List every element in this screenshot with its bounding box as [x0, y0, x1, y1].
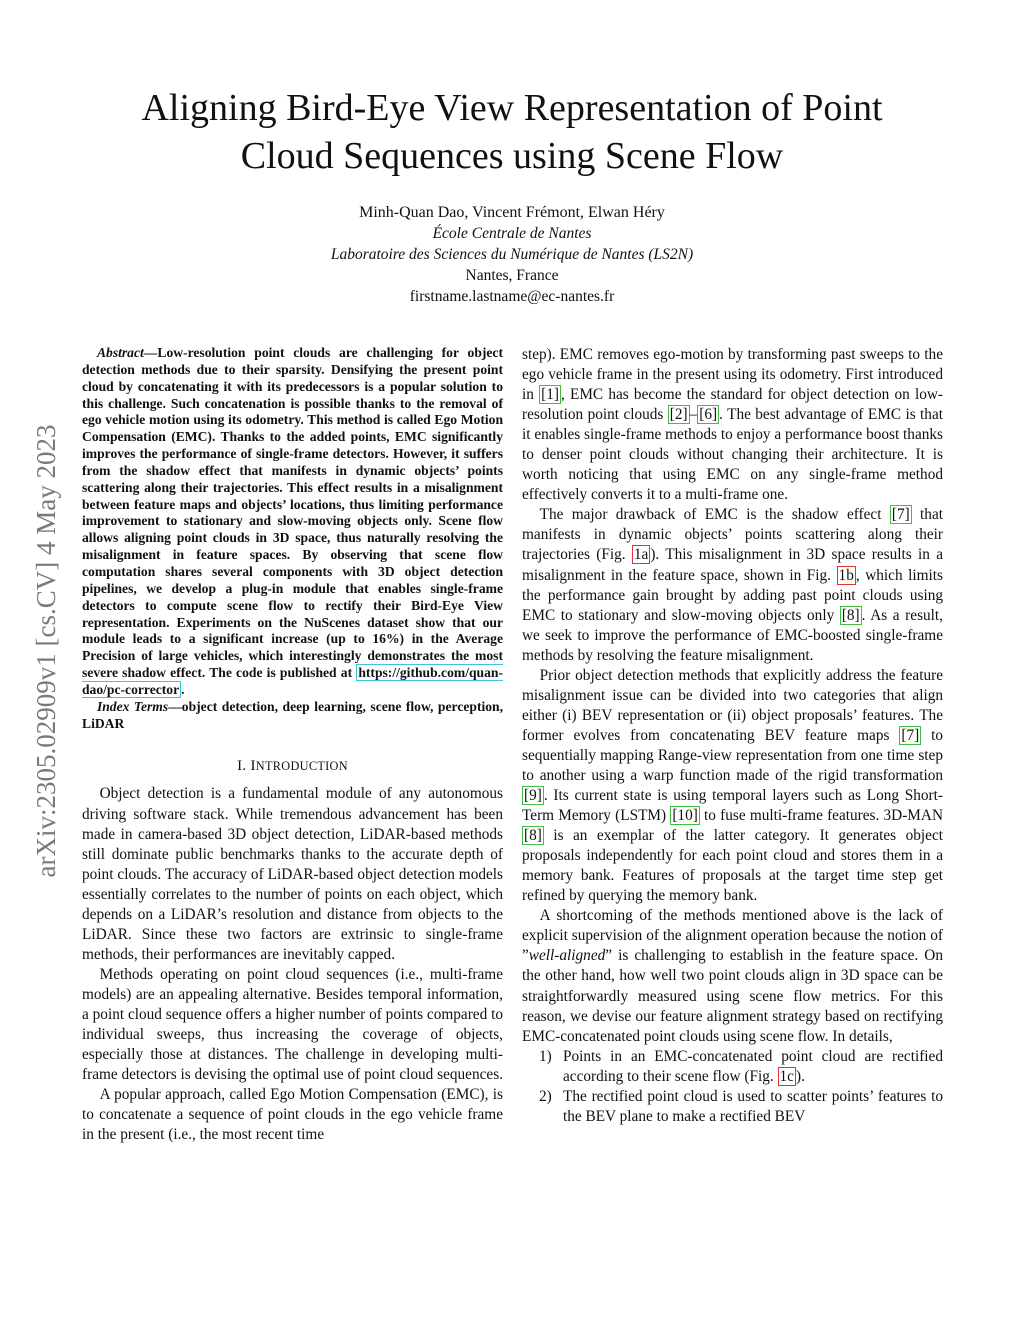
index-terms-label: Index Terms	[96, 698, 169, 714]
text-segment: Prior object detection methods that explicitly address the feature misalignment issue can be divided into two categories that align either (i) BEV representation or (ii) object proposals’ features. The former evolves from concatenating BEV feature maps	[522, 666, 943, 744]
section-heading-introduction	[82, 756, 503, 776]
section-numeral: I.	[237, 758, 251, 775]
section-title-rest: NTRODUCTION	[255, 759, 348, 774]
paper-title	[60, 84, 964, 180]
figure-ref-1b[interactable]: 1b	[838, 566, 854, 584]
abstract-dash: —	[143, 345, 158, 360]
author-email: firstname.lastname@ec-nantes.fr	[409, 288, 615, 305]
list-number: 1)	[539, 1047, 552, 1065]
abstract-text: Low-resolution point clouds are challenging for object detection methods due to their sparsity. Densifying the present point cloud by concatenating it with its predecessors is a popular solution to this challenge. Such concatenation is possible thanks to the removal of ego vehicle motion using its odometry. This method is called Ego Motion Compensation (EMC). Thanks to the added points, EMC significantly improves the performance of single-frame detectors. However, it suffers from the shadow effect that manifests in dynamic objects’ points scattering along their trajectories. This effect results in a misalignment between feature maps and objects’ locations, thus limiting performance improvement to stationary and slow-moving objects only. Scene flow allows aligning point clouds in 3D space, thus naturally resolving the misalignment in feature spaces. By observing that scene flow computation shares several components with 3D object detection pipelines, we develop a plug-in module that enables single-frame detectors to compute scene flow to rectify their Bird-Eye View representation. Experiments on the NuScenes dataset show that our module leads to a significant increase (up to 16%) in the Average Precision of large vehicles, which interestingly demonstrates the most severe shadow effect. The code is published at	[82, 345, 503, 681]
right-paragraph-4	[522, 906, 943, 1046]
intro-paragraph-2: Methods operating on point cloud sequences (i.e., multi-frame models) are an appealing alternative. Besides temporal information, a point cloud sequence offers a higher number of points compared to individual sweeps, thus increasing the coverage of objects, especially those at distances. The challenge in developing multi-frame detectors is devising the optimal use of point cloud sequences.	[82, 965, 503, 1084]
citation-10[interactable]: [10]	[672, 807, 698, 825]
abstract	[82, 345, 503, 699]
text-segment: A shortcoming of the methods mentioned above is the lack of explicit supervision of the alignment operation because the notion of ”	[522, 907, 943, 965]
author-school: École Centrale de Nantes	[432, 225, 592, 242]
figure-ref-1c[interactable]: 1c	[779, 1067, 794, 1085]
text-segment: . As a result, we seek to improve the performance of EMC-boosted single-frame methods by resolving the feature misalignment.	[522, 606, 943, 664]
text-segment: ). This misalignment in 3D space results in a misalignment in the feature space, shown in Fig.	[522, 546, 943, 584]
text-segment: Points in an EMC-concatenated point cloud are rectified according to their scene flow (Fig.	[563, 1047, 943, 1085]
right-paragraph-1	[522, 345, 943, 505]
list-item	[522, 1087, 943, 1127]
index-terms	[82, 699, 503, 733]
right-paragraph-2	[522, 505, 943, 665]
text-segment: ).	[795, 1067, 805, 1085]
intro-paragraph-1: Object detection is a fundamental module of any autonomous driving software stack. While tremendous advancement has been made in camera-based 3D object detection, LiDAR-based methods still dominate public benchmarks thanks to the accurate depth of point clouds. The accuracy of LiDAR-based object detection models essentially correlates to the number of points on each object, which depends on a LiDAR’s resolution and distance from objects to the LiDAR. Since these two factors are extrinsic to single-frame methods, their performances are inevitably capped.	[82, 785, 503, 963]
abstract-end: .	[181, 681, 185, 697]
right-paragraph-3	[522, 666, 943, 907]
intro-paragraph-3: A popular approach, called Ego Motion Compensation (EMC), is to concatenate a sequence of point clouds in the ego vehicle frame in the present (i.e., the most recent time	[82, 1086, 503, 1144]
author-lab: Laboratoire des Sciences du Numérique de Nantes (LS2N)	[330, 246, 694, 263]
text-segment: that manifests in dynamic objects’ points scattering along their trajectories (Fig.	[522, 506, 943, 564]
citation-7[interactable]: [7]	[891, 506, 910, 524]
text-segment: step). EMC removes ego-motion by transforming past sweeps to the ego vehicle frame in the present using its odometry. First introduced in	[522, 346, 943, 404]
section-first-letter: I	[250, 758, 256, 775]
contribution-list	[522, 1047, 943, 1127]
figure-ref-1a[interactable]: 1a	[633, 546, 649, 564]
text-segment: , EMC has become the standard for object detection on low-resolution point clouds	[522, 386, 943, 424]
text-segment: The rectified point cloud is used to scatter points’ features to the BEV plane to make a rectified BEV	[563, 1087, 943, 1125]
arxiv-identifier	[28, 348, 64, 954]
text-segment: The major drawback of EMC is the shadow effect	[539, 506, 890, 524]
citation-8-second[interactable]: [8]	[524, 827, 542, 845]
abstract-label: Abstract	[96, 345, 144, 360]
text-segment: is an exemplar of the latter category. It generates object proposals independently for each point cloud and stores them in a memory bank. Features of proposals at the target time step get refined by querying the memory bank.	[522, 827, 943, 905]
index-terms-text: —object detection, deep learning, scene flow, perception, LiDAR	[82, 698, 504, 731]
text-segment: to sequentially mapping Range-view representation from one time step to another using a warp function made of the rigid transformation	[522, 726, 943, 784]
citation-8[interactable]: [8]	[841, 606, 860, 624]
text-segment: . Its current state is using temporal layers such as Long Short-Term Memory (LSTM)	[522, 787, 943, 825]
paper-title-line-1: Aligning Bird-Eye View Representation of Point	[141, 87, 883, 129]
citation-7-second[interactable]: [7]	[901, 726, 920, 744]
citation-6[interactable]: [6]	[699, 406, 718, 424]
citation-2[interactable]: [2]	[669, 406, 688, 424]
text-segment: ” is challenging to establish in the feature space. On the other hand, how well two point clouds align in 3D space can be straightforwardly measured using scene flow metrics. For this reason, we devise our feature alignment strategy based on rectifying EMC-concatenated point clouds using scene flow. In details,	[522, 947, 943, 1045]
author-location: Nantes, France	[465, 267, 559, 284]
right-column	[522, 345, 943, 1127]
paper-title-line-2: Cloud Sequences using Scene Flow	[240, 135, 784, 177]
author-block	[180, 202, 844, 307]
text-segment: . The best advantage of EMC is that it enables single-frame methods to enjoy a performance boost thanks to denser point clouds without changing their architecture. It is worth noticing that using EMC on any single-frame method effectively converts it to a multi-frame one.	[522, 406, 943, 504]
author-names: Minh-Quan Dao, Vincent Frémont, Elwan Héry	[359, 204, 665, 221]
text-segment: –	[689, 406, 698, 424]
citation-9[interactable]: [9]	[524, 787, 542, 805]
left-column	[82, 345, 503, 1145]
list-item	[522, 1047, 943, 1087]
italic-term: well-aligned	[528, 947, 606, 965]
code-link[interactable]: https://github.com/quan-dao/pc-corrector	[82, 665, 503, 697]
list-number: 2)	[539, 1087, 552, 1105]
text-segment: , which limits the performance gain brought by adding past point clouds using EMC to stationary and slow-moving objects only	[522, 566, 943, 624]
text-segment: to fuse multi-frame features. 3D-MAN	[699, 807, 943, 825]
arxiv-identifier-text: arXiv:2305.02909v1 [cs.CV] 4 May 2023	[31, 424, 61, 878]
citation-1[interactable]: [1]	[541, 386, 559, 404]
